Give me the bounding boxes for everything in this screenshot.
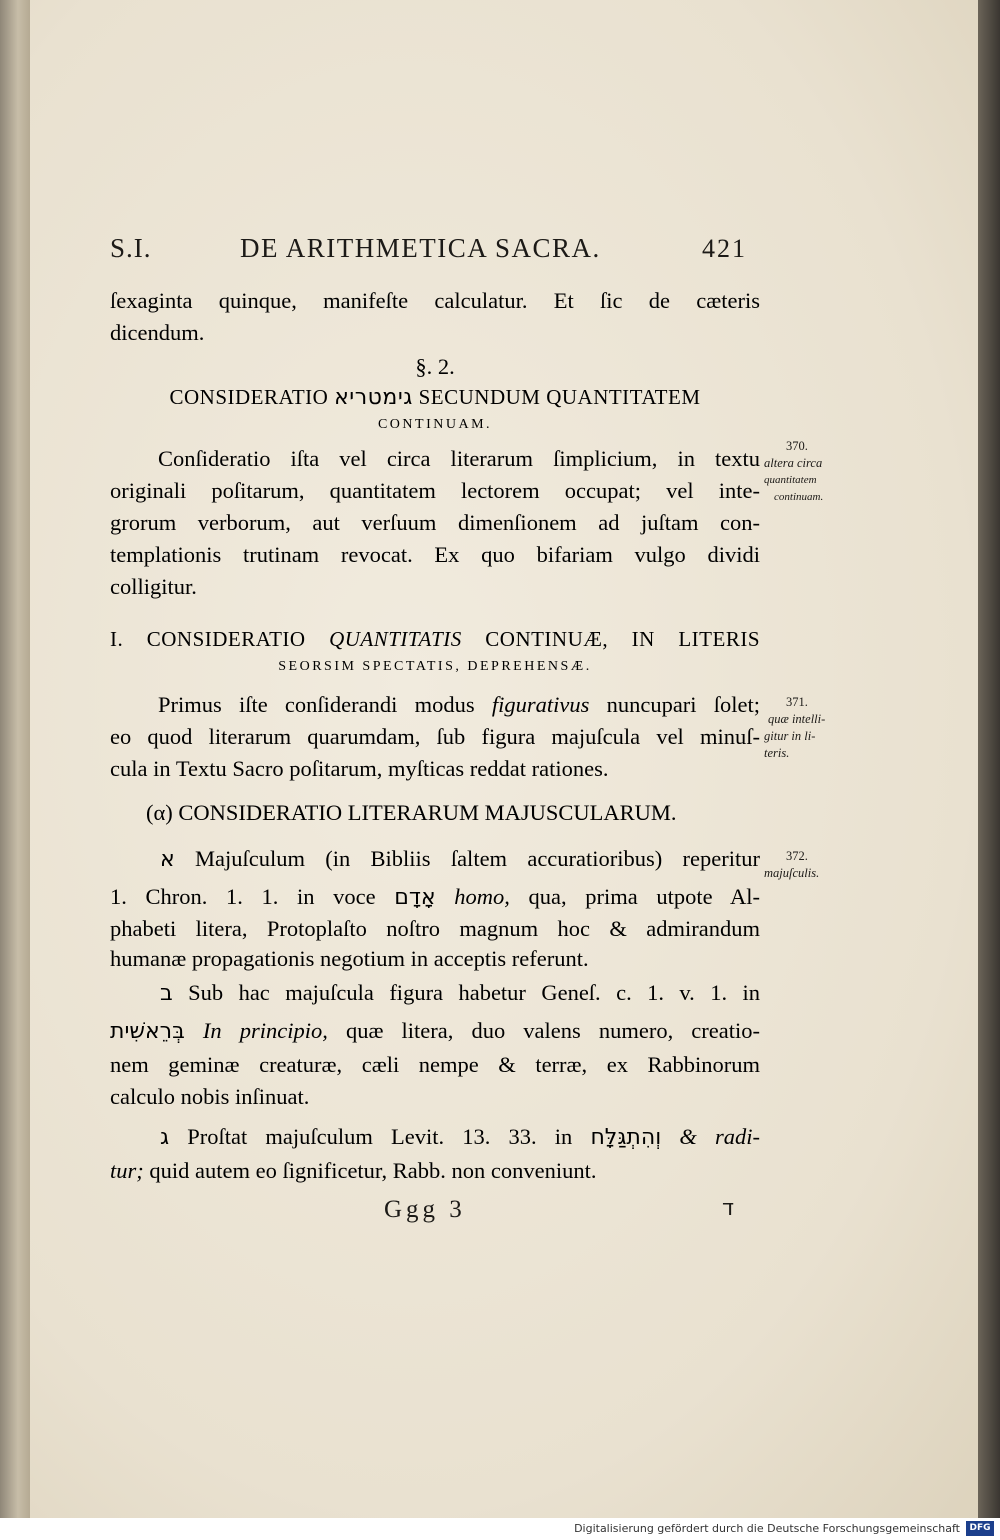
margin-note: 370. altera circa quantitatem continuam. bbox=[764, 439, 824, 503]
sub-heading-majuscule: (α) CONSIDERATIO LITERARUM MAJUSCULARUM. bbox=[146, 800, 677, 825]
hebrew-letter: ג bbox=[160, 1125, 170, 1150]
text-line: grorum verborum, aut verſuum dimenſionem ad juſtam con- bbox=[110, 510, 760, 535]
footer-bar bbox=[0, 1518, 1000, 1540]
text-line: 1. Chron. 1. 1. in voce אָדָם homo, qua, prima utpote Al- bbox=[110, 884, 761, 910]
page-edge-shadow bbox=[978, 0, 1000, 1518]
catchword: ד bbox=[722, 1196, 735, 1221]
text-line: nem geminæ creaturæ, cæli nempe & terræ, ex Rabbinorum bbox=[110, 1052, 760, 1077]
hebrew-word: בְּרֵאשִׁית bbox=[110, 1019, 185, 1044]
text-line: Conſideratio iſta vel circa literarum ſimplicium, in textu bbox=[158, 446, 760, 471]
text-line: בְּרֵאשִׁית In principio, quæ litera, duo valens numero, creatio- bbox=[110, 1018, 761, 1044]
margin-note: 371. quæ intelli- gitur in li- teris. bbox=[764, 695, 826, 760]
text-line: humanæ propagationis negotium in acceptis referunt. bbox=[110, 946, 589, 971]
hebrew-letter: ב bbox=[160, 981, 173, 1006]
text-line: templationis trutinam revocat. Ex quo bifariam vulgo dividi bbox=[110, 542, 760, 567]
margin-note: 372. majuſculis. bbox=[764, 849, 820, 880]
text-line: Primus iſte conſiderandi modus figurativus nuncupari ſolet; bbox=[158, 692, 761, 717]
dfg-logo: DFG bbox=[966, 1521, 994, 1536]
text-line: ב Sub hac majuſcula figura habetur Geneſ. c. 1. v. 1. in bbox=[160, 980, 760, 1006]
section-heading: CONSIDERATIO גימטריא SECUNDUM QUANTITATEM bbox=[169, 385, 701, 410]
hebrew-word: וְהִתְגַּלָּח bbox=[590, 1125, 662, 1150]
text-line: phabeti litera, Protoplaſto noſtro magnum hoc & admirandum bbox=[110, 916, 760, 941]
section-heading-continued: CONTINUAM. bbox=[377, 417, 493, 432]
text-line: א Majuſculum (in Bibliis ſaltem accuratioribus) reperitur bbox=[160, 846, 760, 872]
section-number: §. 2. bbox=[415, 354, 455, 379]
text-line: ſexaginta quinque, manifeſte calculatur. Et ſic de cæteris bbox=[110, 288, 760, 313]
text-line: ג Proſtat majuſculum Levit. 13. 33. in וְהִתְגַּלָּח & radi- bbox=[160, 1124, 761, 1150]
text-line: originali poſitarum, quantitatem lectorem occupat; vel inte- bbox=[110, 478, 760, 503]
text-line: dicendum. bbox=[110, 320, 205, 345]
hebrew-word: גימטריא bbox=[334, 385, 413, 410]
printer-signature: Ggg 3 bbox=[384, 1196, 466, 1223]
subsection-heading: I. CONSIDERATIO QUANTITATIS CONTINUÆ, IN LITERIS bbox=[110, 627, 760, 651]
text-line: eo quod literarum quarumdam, ſub figura majuſcula vel minuſ- bbox=[110, 724, 760, 749]
text-line: tur; quid autem eo ſignificetur, Rabb. non conveniunt. bbox=[110, 1158, 597, 1183]
subsection-heading-continued: SEORSIM SPECTATIS, DEPREHENSÆ. bbox=[278, 659, 592, 674]
footer-credit: Digitalisierung gefördert durch die Deutsche Forschungsgemeinschaft bbox=[574, 1522, 960, 1535]
text-line: cula in Textu Sacro poſitarum, myſticas reddat rationes. bbox=[110, 756, 609, 781]
hebrew-letter: א bbox=[160, 847, 175, 872]
text-line: colligitur. bbox=[110, 574, 197, 599]
running-head-title: DE ARITHMETICA SACRA. bbox=[240, 233, 601, 263]
book-spine-edge bbox=[0, 0, 30, 1518]
text-line: calculo nobis inſinuat. bbox=[110, 1084, 310, 1109]
page-number: 421 bbox=[702, 234, 747, 263]
running-head-section: S.I. bbox=[110, 233, 152, 263]
hebrew-word: אָדָם bbox=[394, 885, 436, 910]
